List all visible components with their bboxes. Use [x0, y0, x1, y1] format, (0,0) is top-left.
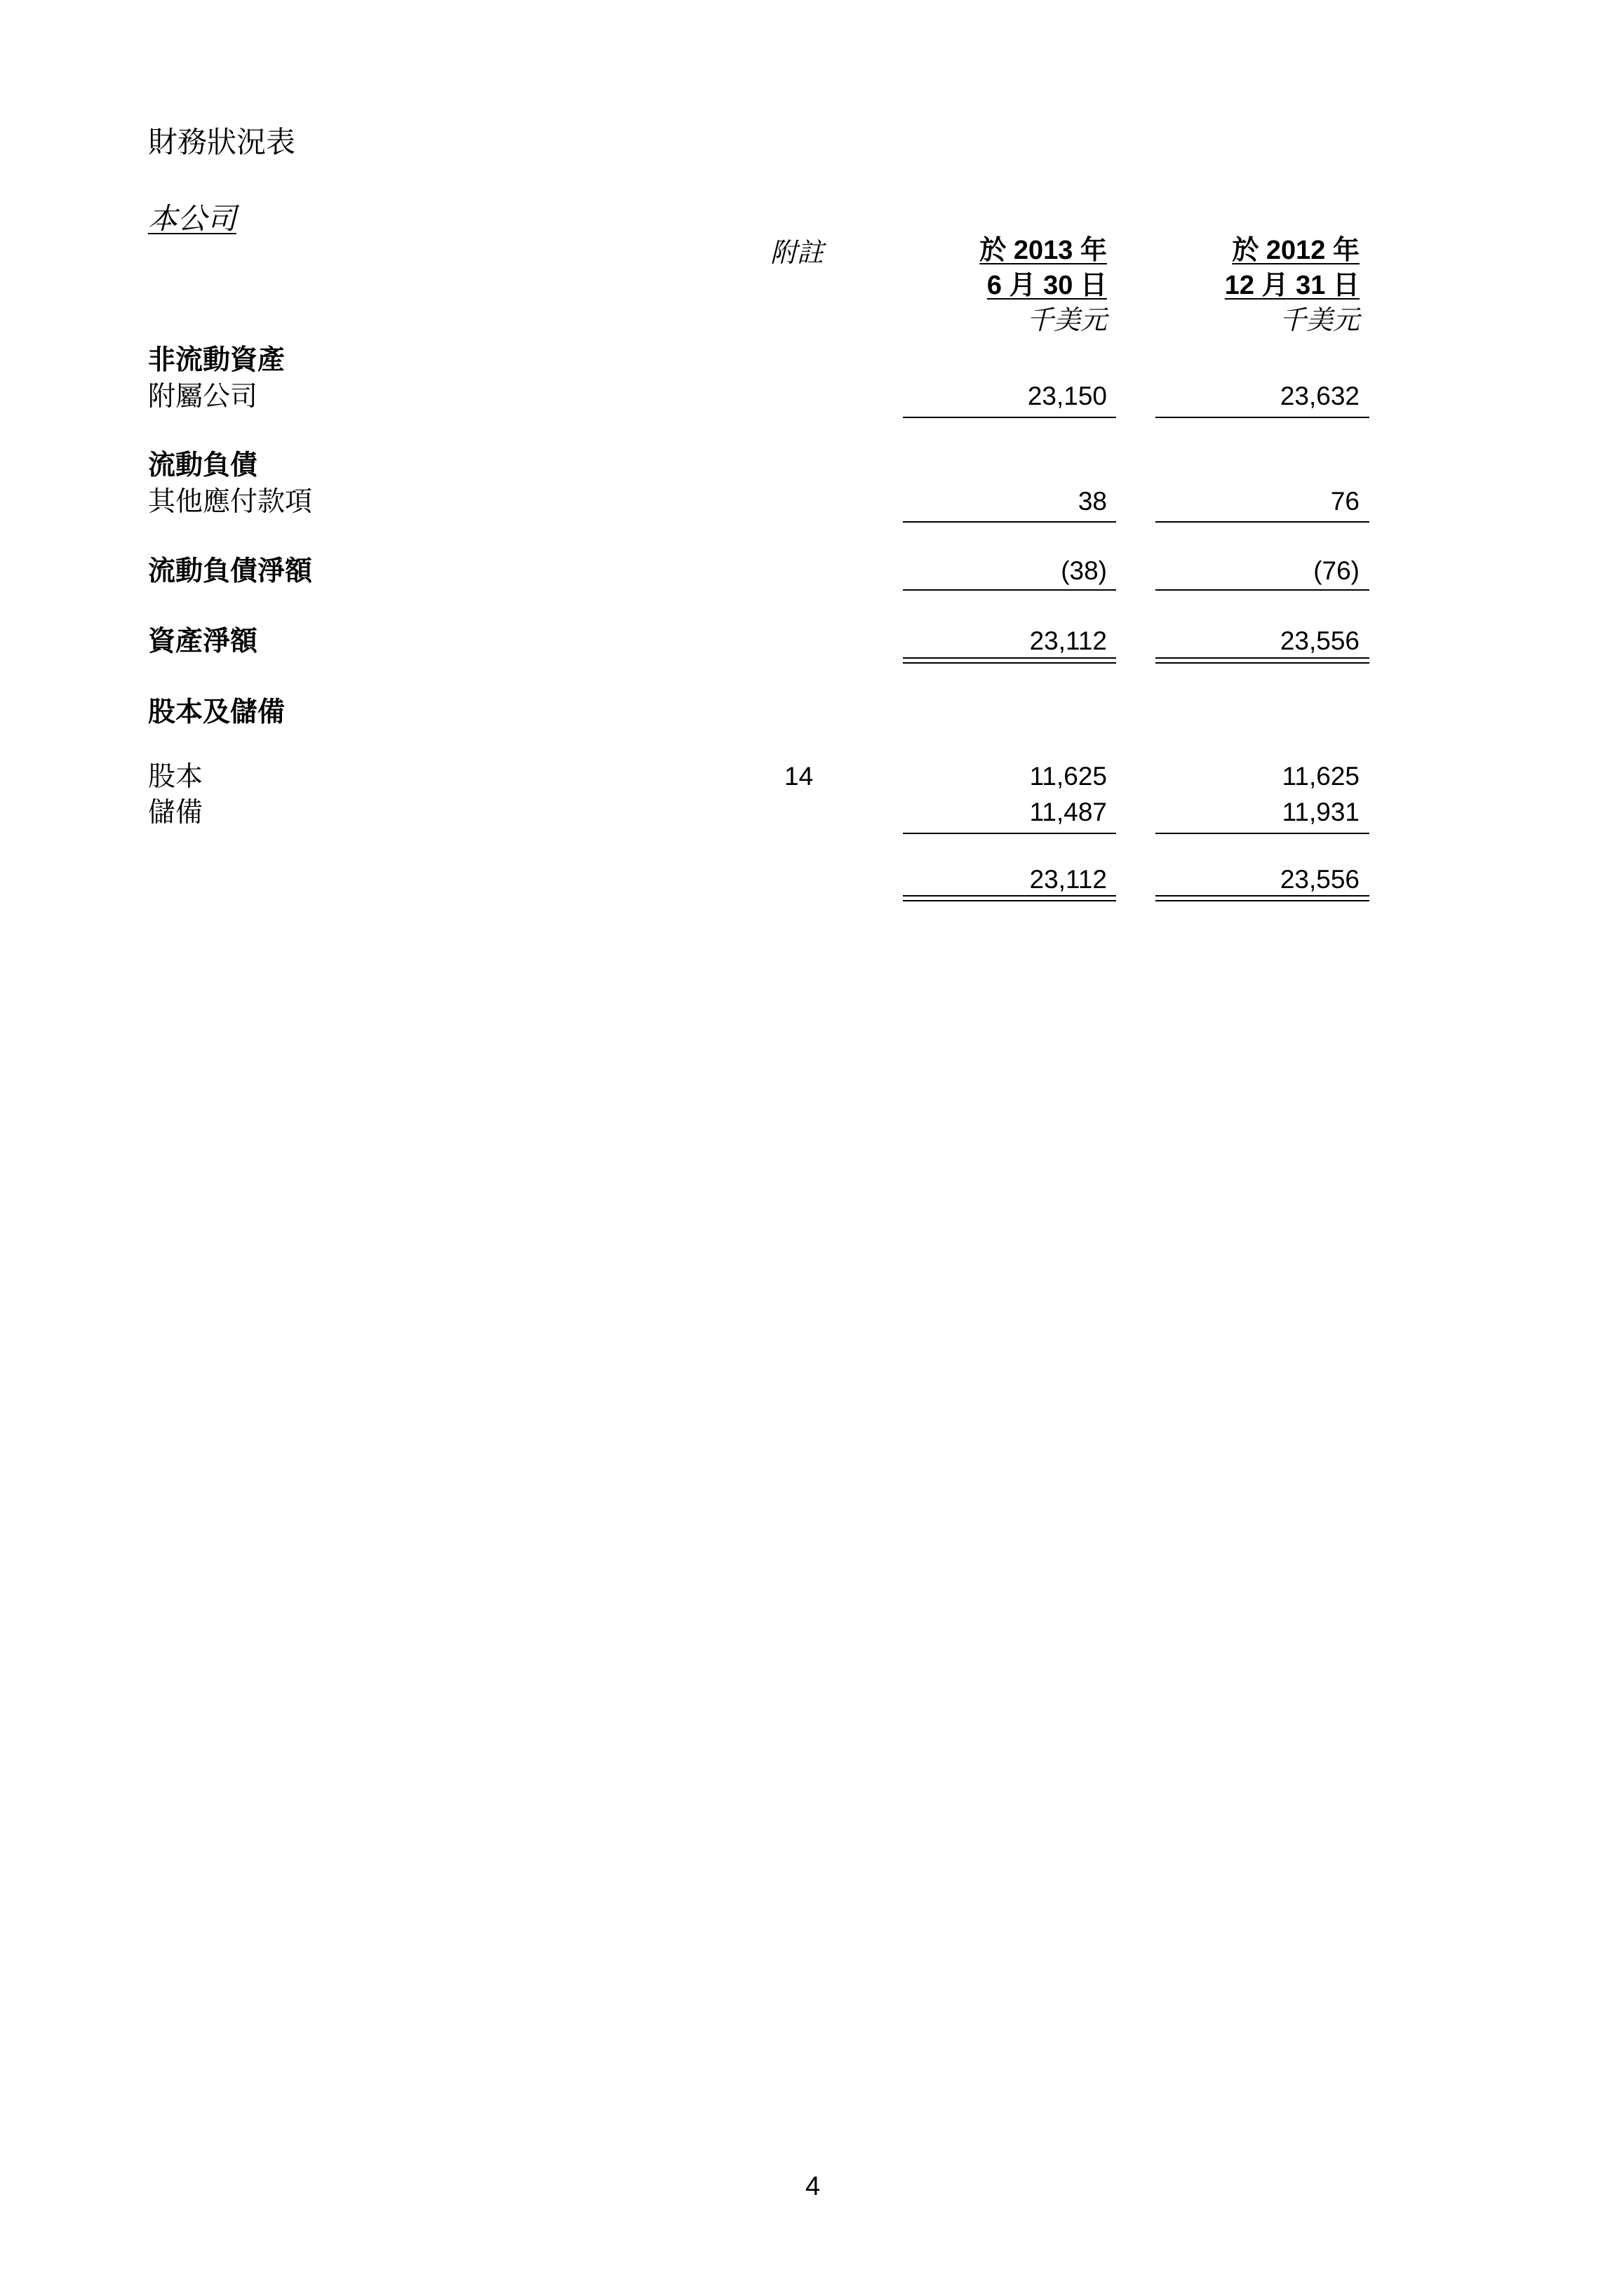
- column-header-2012-year: 於 2012 年: [1232, 236, 1360, 265]
- column-header-2013-unit: 千美元: [1026, 306, 1107, 335]
- note-column-header: 附註: [770, 239, 824, 268]
- entity-subtitle: 本公司: [148, 202, 237, 235]
- rule-subtotal: [1155, 417, 1369, 418]
- value-net-current-liabilities-2013: (38): [1061, 556, 1107, 585]
- row-label-share-capital: 股本: [148, 762, 203, 792]
- row-label-subsidiaries: 附屬公司: [148, 382, 258, 412]
- page-title: 財務狀況表: [148, 126, 296, 159]
- rule-subtotal: [1155, 833, 1369, 834]
- value-capital-total-2012: 23,556: [1280, 865, 1360, 894]
- rule-subtotal: [1155, 521, 1369, 523]
- column-header-2012: [1225, 237, 1360, 342]
- rule-double-total: [903, 895, 1116, 901]
- row-label-other-payables: 其他應付款項: [148, 487, 313, 517]
- value-other-payables-2013: 38: [1078, 487, 1107, 516]
- column-header-2012-date: 12 月 31 日: [1224, 271, 1360, 300]
- value-reserves-2013: 11,487: [1029, 798, 1107, 826]
- row-label-net-current-liabilities: 流動負債淨額: [148, 556, 313, 586]
- section-heading-capital-and-reserves: 股本及儲備: [148, 697, 286, 727]
- section-heading-current-liabilities: 流動負債: [148, 450, 258, 481]
- value-net-assets-2013: 23,112: [1029, 626, 1107, 655]
- note-ref-share-capital: 14: [784, 762, 814, 791]
- value-reserves-2012: 11,931: [1282, 798, 1360, 826]
- row-label-reserves: 儲備: [148, 798, 203, 828]
- column-header-2013-date: 6 月 30 日: [986, 271, 1107, 300]
- value-capital-total-2013: 23,112: [1029, 865, 1107, 894]
- rule-subtotal: [903, 521, 1116, 523]
- value-net-assets-2012: 23,556: [1280, 626, 1360, 655]
- rule-double-total: [1155, 657, 1369, 664]
- value-share-capital-2012: 11,625: [1282, 762, 1360, 791]
- value-net-current-liabilities-2012: (76): [1313, 556, 1360, 585]
- value-subsidiaries-2012: 23,632: [1280, 382, 1360, 410]
- column-header-2012-unit: 千美元: [1279, 306, 1360, 335]
- rule-subtotal: [903, 589, 1116, 591]
- column-header-2013-year: 於 2013 年: [979, 236, 1107, 265]
- rule-subtotal: [1155, 589, 1369, 591]
- page-number: 4: [805, 2172, 821, 2201]
- value-other-payables-2012: 76: [1330, 487, 1360, 516]
- rule-subtotal: [903, 833, 1116, 834]
- rule-subtotal: [903, 417, 1116, 418]
- section-heading-non-current-assets: 非流動資產: [148, 345, 286, 375]
- rule-double-total: [1155, 895, 1369, 901]
- column-header-2013: [979, 237, 1107, 342]
- rule-double-total: [903, 657, 1116, 664]
- value-subsidiaries-2013: 23,150: [1027, 382, 1107, 410]
- row-label-net-assets: 資產淨額: [148, 626, 258, 657]
- value-share-capital-2013: 11,625: [1029, 762, 1107, 791]
